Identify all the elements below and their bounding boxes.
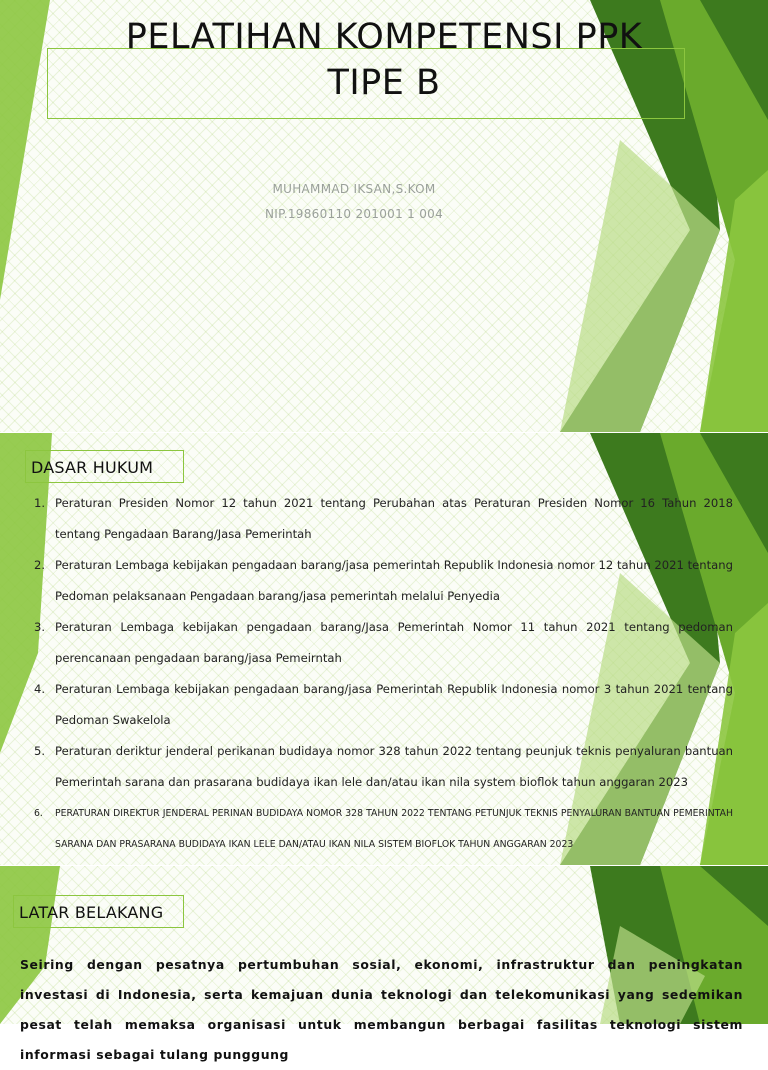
item-text: Peraturan Presiden Nomor 12 tahun 2021 tentang Perubahan atas Peraturan Presiden Nomor 16 Tahun 2018 tentang Pengadaan Barang/Jasa Pemerintah (55, 496, 733, 541)
item-number: 4. (34, 682, 46, 696)
item-text: Peraturan Lembaga kebijakan pengadaan barang/Jasa Pemerintah Nomor 11 tahun 2021 tentang pedoman perencanaan pengadaan barang/jasa Pemeirntah (55, 620, 733, 665)
author-name: MUHAMMAD IKSAN,S.KOM (272, 182, 436, 196)
list-item (34, 736, 733, 798)
author-nip: NIP.19860110 201001 1 004 (264, 207, 444, 221)
list-item (34, 674, 733, 736)
slide-title (0, 0, 768, 432)
title-line-2: TIPE B (327, 63, 441, 103)
item-number: 5. (34, 744, 46, 758)
title-line-1: PELATIHAN KOMPETENSI PPK (125, 17, 643, 57)
background-paragraph: Seiring dengan pesatnya pertumbuhan sosial, ekonomi, infrastruktur dan peningkatan investasi di Indonesia, serta kemajuan dunia teknologi dan telekomunikasi yang sedemikan pesat telah memaksa organisasi untuk membangun berbagai fasilitas teknologi sistem informasi sebagai tulang punggung (20, 957, 743, 1062)
legal-basis-list (34, 488, 733, 860)
item-number: 3. (34, 620, 46, 634)
item-number: 1. (34, 496, 46, 510)
slide-latar-belakang (0, 866, 768, 1062)
list-item (34, 550, 733, 612)
item-number: 2. (34, 558, 46, 572)
list-item (34, 798, 733, 860)
section-heading: DASAR HUKUM (31, 458, 154, 477)
list-item (34, 612, 733, 674)
item-text: Peraturan Lembaga kebijakan pengadaan barang/jasa Pemerintah Republik Indonesia nomor 3 tahun 2021 tentang Pedoman Swakelola (55, 682, 733, 727)
item-text: PERATURAN DIREKTUR JENDERAL PERINAN BUDIDAYA NOMOR 328 TAHUN 2022 TENTANG PETUNJUK TEKNIS PENYALURAN BANTUAN PEMERINTAH SARANA DAN PRASARANA BUDIDAYA IKAN LELE DAN/ATAU IKAN NILA SISTEM BIOFLOK TAHUN ANGGARAN 2023 (55, 808, 733, 850)
item-text: Peraturan Lembaga kebijakan pengadaan barang/jasa pemerintah Republik Indonesia nomor 12 tahun 2021 tentang Pedoman pelaksanaan Pengadaan barang/jasa pemerintah melalui Penyedia (55, 558, 733, 603)
presentation-title (0, 14, 768, 106)
item-text: Peraturan deriktur jenderal perikanan budidaya nomor 328 tahun 2022 tentang peunjuk teknis penyaluran bantuan Pemerintah sarana dan prasarana budidaya ikan lele dan/atau ikan nila system bioflok tahun anggaran 2023 (55, 744, 733, 789)
list-item (34, 488, 733, 550)
slide-dasar-hukum (0, 433, 768, 865)
section-heading: LATAR BELAKANG (19, 903, 164, 922)
item-number: 6. (34, 808, 43, 819)
